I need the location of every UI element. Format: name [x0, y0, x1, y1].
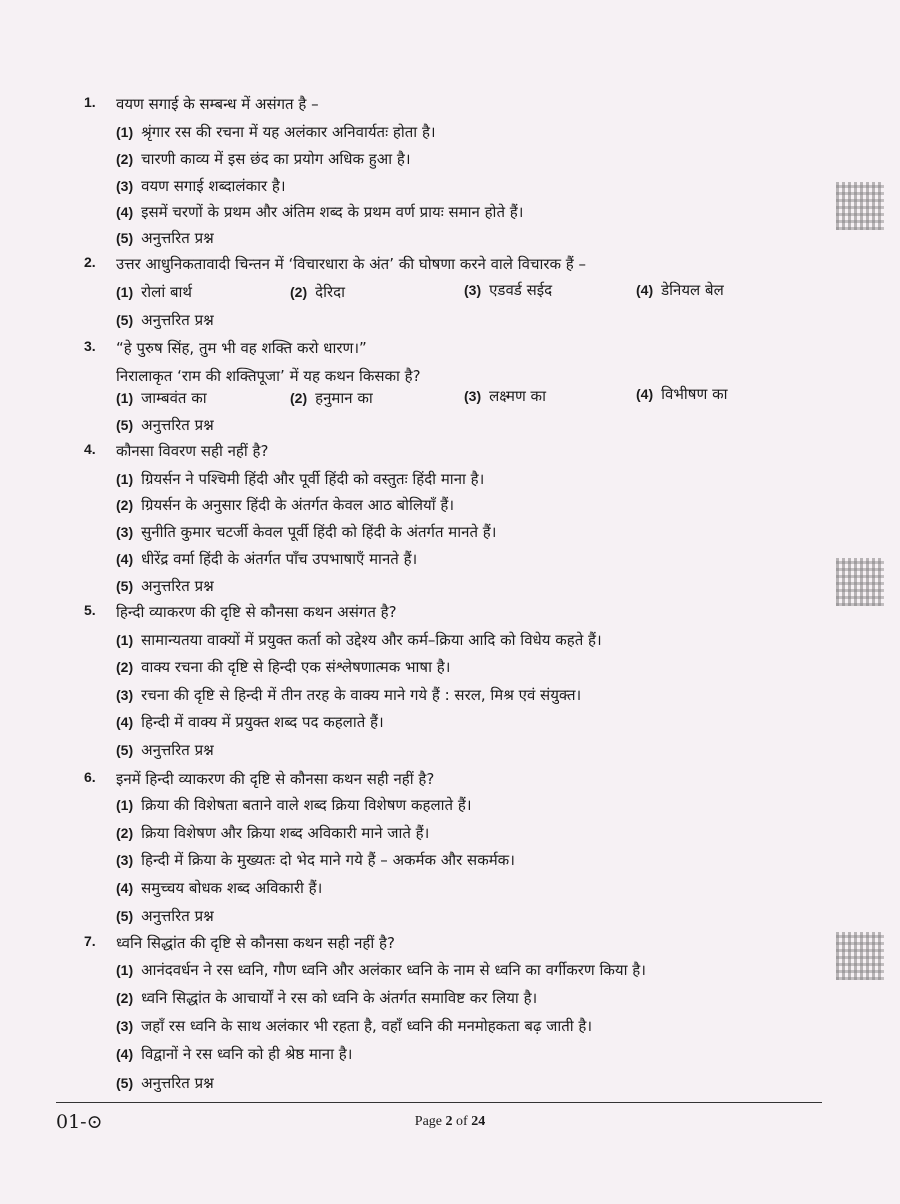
option-1: [116, 122, 436, 142]
option-text: क्रिया विशेषण और क्रिया शब्द अविकारी माने जाते हैं।: [141, 824, 430, 842]
paper-code: 01-⊙: [56, 1111, 103, 1133]
option-text: ग्रियर्सन ने पश्चिमी हिंदी और पूर्वी हिंदी को वस्तुतः हिंदी माना है।: [141, 470, 485, 488]
footer-divider: [56, 1102, 822, 1103]
option-2: [290, 388, 373, 408]
option-text: अनुत्तरित प्रश्न: [141, 907, 214, 925]
option-number: (2): [116, 825, 134, 841]
option-text: सुनीति कुमार चटर्जी केवल पूर्वी हिंदी को हिंदी के अंतर्गत मानते हैं।: [141, 523, 497, 541]
page-current: 2: [445, 1114, 453, 1129]
option-2: [290, 282, 345, 302]
option-text: देरिदा: [315, 283, 345, 301]
option-text: इसमें चरणों के प्रथम और अंतिम शब्द के प्रथम वर्ण प्रायः समान होते हैं।: [141, 203, 524, 221]
option-2: [116, 988, 537, 1008]
option-1: [116, 630, 602, 650]
option-text: हनुमान का: [315, 389, 373, 407]
option-number: (4): [116, 1046, 134, 1062]
option-number: (4): [636, 282, 654, 298]
option-4: [116, 549, 417, 569]
option-1: [116, 469, 484, 489]
question-number: 1.: [84, 94, 96, 110]
option-3: [116, 850, 515, 870]
option-text: ग्रियर्सन के अनुसार हिंदी के अंतर्गत केवल आठ बोलियाँ हैं।: [141, 496, 455, 514]
page-prefix: Page: [414, 1114, 446, 1129]
option-number: (2): [116, 659, 134, 675]
option-number: (1): [116, 390, 134, 406]
option-3: [116, 685, 581, 705]
option-number: (1): [116, 124, 134, 140]
qr-code-icon: [836, 182, 884, 230]
option-number: (3): [116, 524, 134, 540]
question-number: 4.: [84, 441, 96, 457]
option-number: (1): [116, 471, 134, 487]
option-5: [116, 906, 214, 926]
option-text: अनुत्तरित प्रश्न: [141, 229, 214, 247]
option-text: वयण सगाई शब्दालंकार है।: [141, 177, 286, 195]
option-text: विभीषण का: [661, 385, 728, 403]
option-4: [116, 202, 523, 222]
question-number: 6.: [84, 769, 96, 785]
question-text: हिन्दी व्याकरण की दृष्टि से कौनसा कथन असंगत है?: [116, 603, 397, 621]
option-number: (3): [116, 178, 134, 194]
option-number: (3): [464, 388, 482, 404]
option-number: (4): [116, 551, 134, 567]
option-text: जहाँ रस ध्वनि के साथ अलंकार भी रहता है, वहाँ ध्वनि की मनमोहकता बढ़ जाती है।: [141, 1017, 593, 1035]
option-text: जाम्बवंत का: [141, 389, 207, 407]
option-text: क्रिया की विशेषता बताने वाले शब्द क्रिया विशेषण कहलाते हैं।: [141, 796, 472, 814]
option-number: (1): [116, 632, 134, 648]
option-text: रोलां बार्थ: [141, 283, 193, 301]
question-text: ध्वनि सिद्धांत की दृष्टि से कौनसा कथन सही नहीं है?: [116, 934, 395, 952]
question-text: इनमें हिन्दी व्याकरण की दृष्टि से कौनसा कथन सही नहीं है?: [116, 770, 435, 788]
option-text: रचना की दृष्टि से हिन्दी में तीन तरह के वाक्य माने गये हैं : सरल, मिश्र एवं संयुक्त।: [141, 686, 582, 704]
question-number: 5.: [84, 602, 96, 618]
option-4: [116, 712, 384, 732]
option-number: (5): [116, 312, 134, 328]
option-number: (4): [116, 714, 134, 730]
option-text: अनुत्तरित प्रश्न: [141, 311, 214, 329]
option-number: (2): [290, 284, 308, 300]
option-text: ध्वनि सिद्धांत के आचार्यों ने रस को ध्वनि के अंतर्गत समाविष्ट कर लिया है।: [141, 989, 538, 1007]
option-text: समुच्चय बोधक शब्द अविकारी हैं।: [141, 879, 323, 897]
option-text: एडवर्ड सईद: [489, 281, 553, 299]
qr-code-icon: [836, 558, 884, 606]
option-number: (5): [116, 742, 134, 758]
option-text: सामान्यतया वाक्यों में प्रयुक्त कर्ता को उद्देश्य और कर्म–क्रिया आदि को विधेय कहते हैं।: [141, 631, 602, 649]
option-text: चारणी काव्य में इस छंद का प्रयोग अधिक हुआ है।: [141, 150, 411, 168]
option-number: (5): [116, 578, 134, 594]
option-text: आनंदवर्धन ने रस ध्वनि, गौण ध्वनि और अलंकार ध्वनि के नाम से ध्वनि का वर्गीकरण किया है।: [141, 961, 646, 979]
page-number: [0, 1114, 900, 1130]
option-number: (2): [290, 390, 308, 406]
option-text: अनुत्तरित प्रश्न: [141, 741, 214, 759]
option-4: [636, 384, 727, 404]
option-number: (5): [116, 908, 134, 924]
option-text: डेनियल बेल: [661, 281, 724, 299]
question-number: 2.: [84, 254, 96, 270]
option-number: (3): [464, 282, 482, 298]
question-text-line-2: निरालाकृत ‘राम की शक्तिपूजा’ में यह कथन किसका है?: [116, 367, 421, 385]
question-text: उत्तर आधुनिकतावादी चिन्तन में ‘विचारधारा के अंत’ की घोषणा करने वाले विचारक हैं –: [116, 255, 587, 273]
option-2: [116, 823, 429, 843]
option-text: धीरेंद्र वर्मा हिंदी के अंतर्गत पाँच उपभाषाएँ मानते हैं।: [141, 550, 418, 568]
option-2: [116, 657, 450, 677]
option-text: हिन्दी में वाक्य में प्रयुक्त शब्द पद कहलाते हैं।: [141, 713, 384, 731]
question-number: 3.: [84, 338, 96, 354]
option-5: [116, 740, 214, 760]
option-number: (5): [116, 417, 134, 433]
option-1: [116, 960, 646, 980]
option-text: विद्वानों ने रस ध्वनि को ही श्रेष्ठ माना है।: [141, 1045, 353, 1063]
option-text: लक्ष्मण का: [489, 387, 546, 405]
option-number: (1): [116, 797, 134, 813]
option-4: [116, 878, 322, 898]
option-number: (1): [116, 962, 134, 978]
option-number: (2): [116, 990, 134, 1006]
option-number: (5): [116, 230, 134, 246]
option-5: [116, 415, 214, 435]
question-text: वयण सगाई के सम्बन्ध में असंगत है –: [116, 95, 319, 113]
option-text: वाक्य रचना की दृष्टि से हिन्दी एक संश्लेषणात्मक भाषा है।: [141, 658, 451, 676]
option-2: [116, 495, 454, 515]
option-text: अनुत्तरित प्रश्न: [141, 416, 214, 434]
option-5: [116, 228, 214, 248]
option-number: (4): [116, 880, 134, 896]
option-2: [116, 149, 411, 169]
option-number: (1): [116, 284, 134, 300]
option-1: [116, 795, 472, 815]
question-text: कौनसा विवरण सही नहीं है?: [116, 442, 269, 460]
option-5: [116, 310, 214, 330]
option-1: [116, 388, 207, 408]
option-text: अनुत्तरित प्रश्न: [141, 1074, 214, 1092]
question-text: “हे पुरुष सिंह, तुम भी वह शक्ति करो धारण।”: [116, 339, 367, 357]
option-number: (3): [116, 1018, 134, 1034]
option-number: (2): [116, 497, 134, 513]
option-text: श्रृंगार रस की रचना में यह अलंकार अनिवार्यतः होता है।: [141, 123, 436, 141]
option-number: (4): [636, 386, 654, 402]
option-3: [116, 1016, 592, 1036]
page-total: 24: [471, 1114, 486, 1129]
option-5: [116, 1073, 214, 1093]
option-3: [116, 176, 286, 196]
option-1: [116, 282, 192, 302]
option-4: [636, 280, 724, 300]
option-number: (3): [116, 852, 134, 868]
option-3: [116, 522, 496, 542]
option-number: (4): [116, 204, 134, 220]
option-number: (3): [116, 687, 134, 703]
qr-code-icon: [836, 932, 884, 980]
option-number: (2): [116, 151, 134, 167]
question-number: 7.: [84, 933, 96, 949]
option-text: अनुत्तरित प्रश्न: [141, 577, 214, 595]
page-of: of: [452, 1114, 472, 1129]
option-3: [464, 386, 546, 406]
option-4: [116, 1044, 352, 1064]
option-number: (5): [116, 1075, 134, 1091]
option-3: [464, 280, 552, 300]
option-5: [116, 576, 214, 596]
option-text: हिन्दी में क्रिया के मुख्यतः दो भेद माने गये हैं – अकर्मक और सकर्मक।: [141, 851, 515, 869]
